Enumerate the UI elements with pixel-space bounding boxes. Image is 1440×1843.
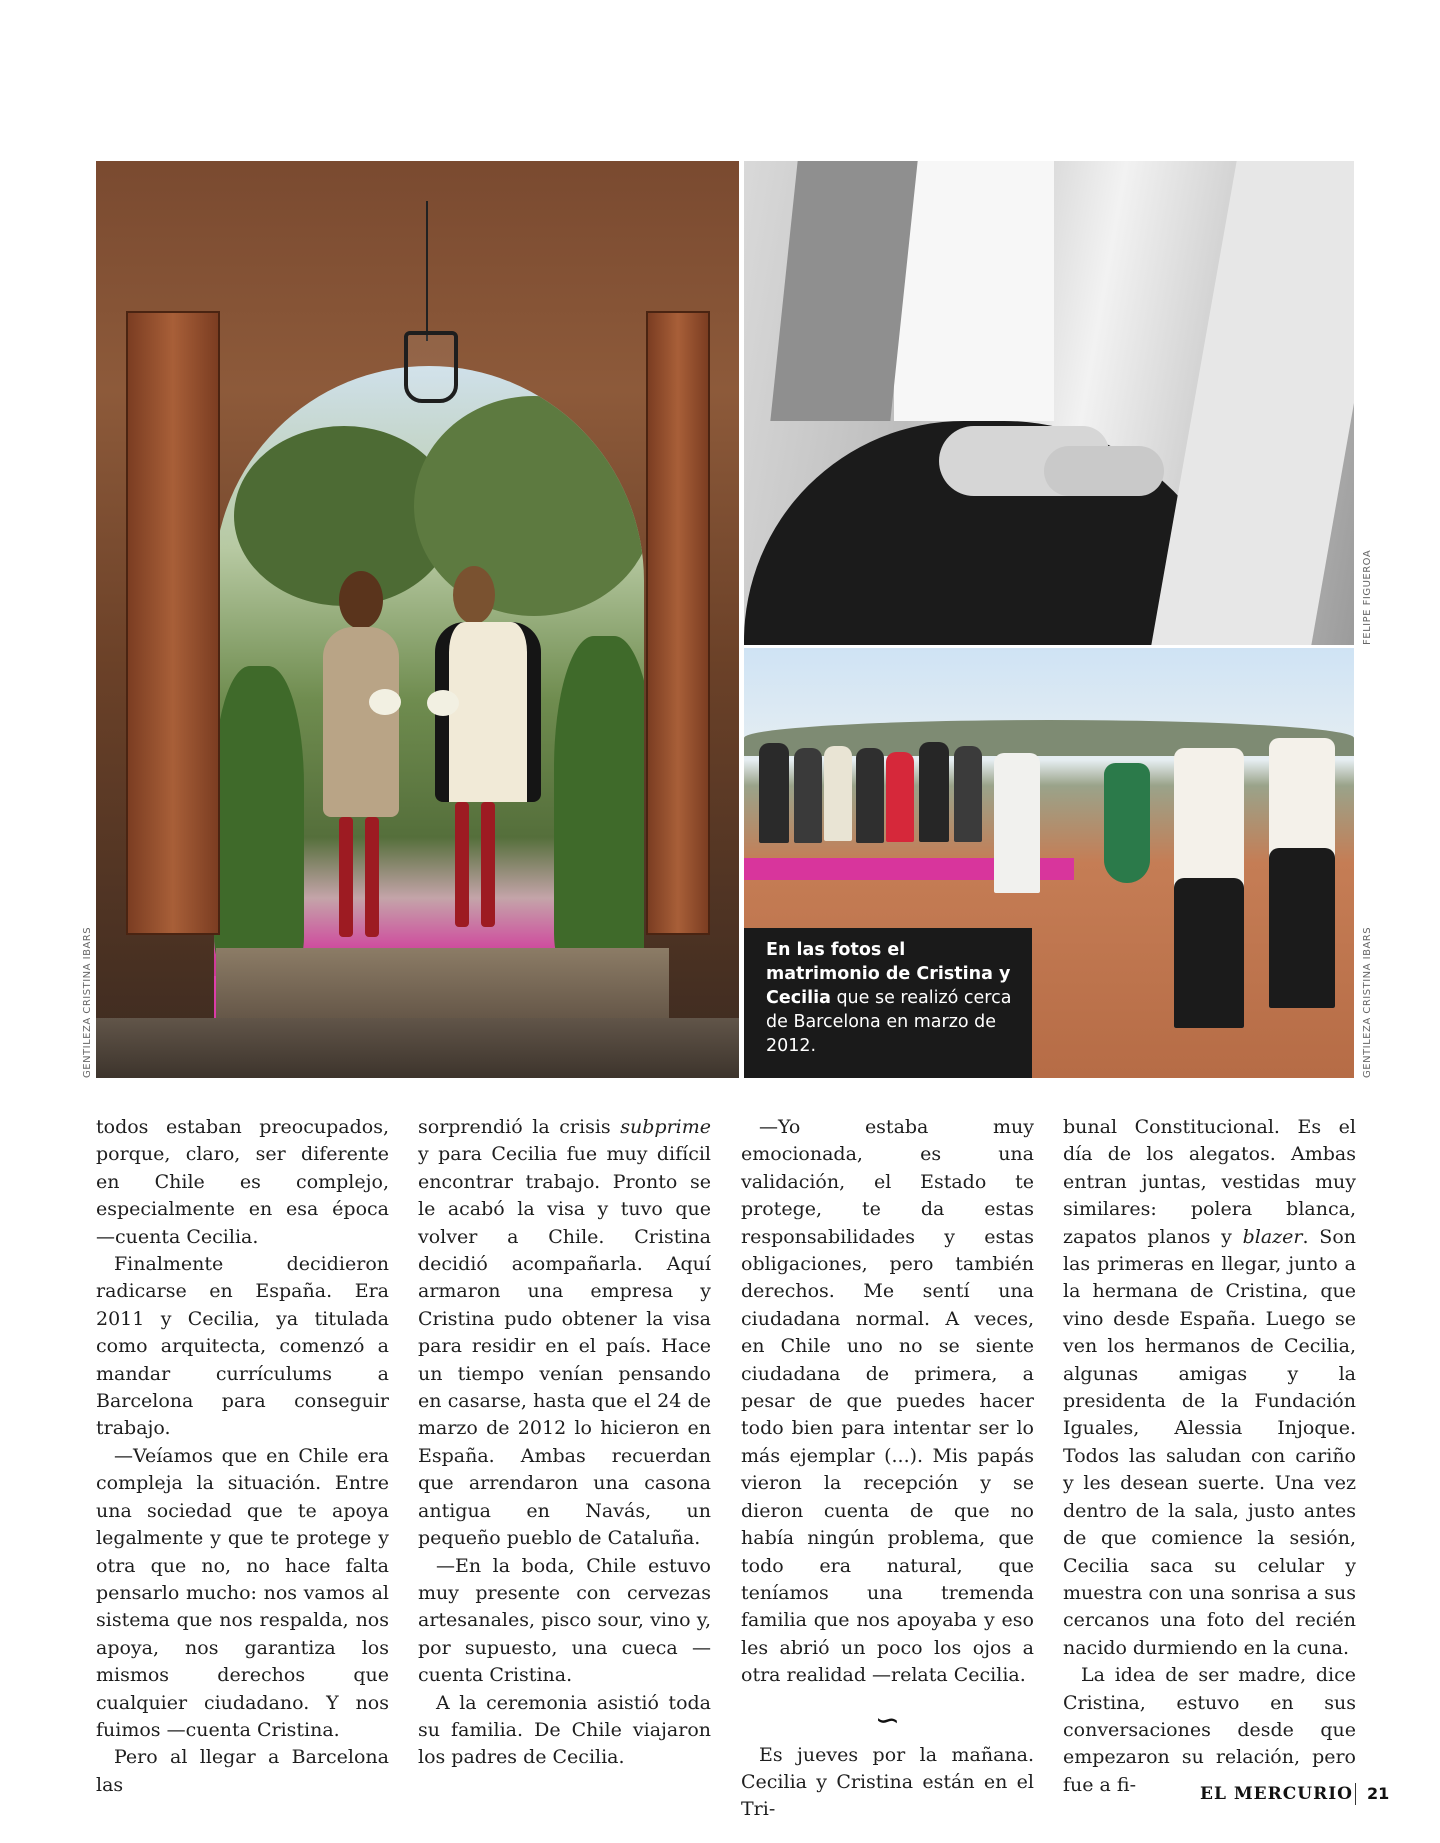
photo-credit-left: GENTILEZA CRISTINA IBARS xyxy=(82,926,93,1078)
guest xyxy=(919,742,949,842)
paragraph: Finalmente decidieron radicarse en España. Era 2011 y Cecilia, ya titulada como arquitecta, comenzó a mandar currículums a Barcelona para conseguir trabajo. xyxy=(96,1253,389,1440)
lantern-chain xyxy=(426,201,428,341)
paragraph: Es jueves por la mañana. Cecilia y Cristina están en el Tri- xyxy=(741,1743,1034,1821)
hand xyxy=(1044,446,1164,496)
caption-bold: En las fotos el matrimonio de Cristina y Cecilia xyxy=(766,940,1011,1008)
bride-leg xyxy=(339,817,353,937)
paragraph: —En la boda, Chile estuvo muy presente con cervezas artesanales, pisco sour, vino y, por supuesto, una cueca —cuenta Cristina. xyxy=(418,1554,711,1687)
wedding-arch-photo xyxy=(96,161,739,1078)
emphasis: blazer xyxy=(1242,1225,1303,1248)
paragraph xyxy=(1063,1114,1356,1662)
hedge xyxy=(214,666,304,966)
bride-head xyxy=(453,566,495,624)
paragraph: todos estaban preocupados, porque, claro, ser diferente en Chile es complejo, especialmente en esa época —cuenta Cecilia. xyxy=(96,1116,389,1248)
hands-photo xyxy=(744,161,1354,645)
paragraph: Pero al llegar a Barcelona las xyxy=(96,1746,389,1796)
section-ornament-icon: ∽ xyxy=(874,1702,901,1738)
white-shirt xyxy=(894,161,1054,421)
musician-trousers xyxy=(1269,848,1335,1008)
article-column-4 xyxy=(1063,1114,1356,1799)
bouquet xyxy=(427,690,459,716)
photo-credit-dance: GENTILEZA CRISTINA IBARS xyxy=(1362,926,1373,1078)
bride-leg xyxy=(365,817,379,937)
paragraph: A la ceremonia asistió toda su familia. De Chile viajaron los padres de Cecilia. xyxy=(418,1691,711,1769)
guest xyxy=(759,743,789,843)
white-blazer xyxy=(1151,161,1354,645)
guest xyxy=(954,746,982,842)
bride-dress xyxy=(323,627,399,817)
hedge xyxy=(554,636,644,966)
paragraph xyxy=(418,1114,711,1553)
bride-leg xyxy=(455,802,469,927)
photo-credit-hands: FELIPE FIGUEROA xyxy=(1362,549,1373,645)
guest xyxy=(824,746,852,841)
text-run: . Son las primeras en llegar, junto a la hermana de Cristina, que vino desde España. Luego se ven los hermanos de Cecilia, algunas amigas y la presidenta de la Fundación Iguales, Alessia Injoque. Todos las saludan con cariño y les desean suerte. Una vez dentro de la sala, justo antes de que comience la sesión, Cecilia saca su celular y muestra con una sonrisa a sus cercanos una foto del recién nacido durmiendo en la cuna. xyxy=(1063,1225,1356,1659)
left-door xyxy=(126,311,220,935)
huaso-dancer xyxy=(994,753,1040,893)
text-run: y para Cecilia fue muy difícil encontrar trabajo. Pronto se le acabó la visa y tuvo que volver a Chile. Cristina decidió acompañarla. Aquí armaron una empresa y Cristina pudo obtener la visa para residir en el país. Hace un tiempo venían pensando en casarse, hasta que el 24 de marzo de 2012 lo hicieron en España. Ambas recuerdan que arrendaron una casona antigua en Navás, un pequeño pueblo de Cataluña. xyxy=(418,1143,711,1550)
ground xyxy=(96,1018,739,1078)
article-column-3 xyxy=(741,1114,1034,1824)
paragraph: —Yo estaba muy emocionada, es una validación, el Estado te protege, te da estas responsabilidades y estas obligaciones, pero también derechos. Me sentí una ciudadana normal. A veces, en Chile uno no se siente ciudadana de primera, a pesar de que puedes hacer todo bien para intentar ser lo más ejemplar (...). Mis papás vieron la recepción y se dieron cuenta de que no había ningún problema, que todo era natural, que teníamos una tremenda familia que nos apoyaba y eso les abrió un poco los ojos a otra realidad —relata Cecilia. xyxy=(741,1116,1034,1687)
china-dancer xyxy=(1104,763,1150,883)
emphasis: subprime xyxy=(620,1116,711,1138)
article-column-1 xyxy=(96,1114,389,1799)
photo-caption xyxy=(744,928,1032,1078)
guest xyxy=(856,748,884,843)
article-column-2 xyxy=(418,1114,711,1772)
lantern-icon xyxy=(404,331,458,403)
page-number: 21 xyxy=(1367,1784,1390,1803)
guest xyxy=(886,752,914,842)
guest xyxy=(794,748,822,843)
musician-trousers xyxy=(1174,878,1244,1028)
bride-right xyxy=(421,566,531,966)
paragraph: La idea de ser madre, dice Cristina, estuvo en sus conversaciones desde que empezaron su relación, pero fue a fi- xyxy=(1063,1664,1356,1796)
publication-name: EL MERCURIO xyxy=(1200,1784,1353,1804)
caption-text: que se realizó cerca de Barcelona en marzo de 2012. xyxy=(766,988,1012,1056)
bride-left xyxy=(311,571,411,971)
right-door xyxy=(646,311,710,935)
text-run: sorprendió la crisis xyxy=(418,1116,621,1138)
bride-leg xyxy=(481,802,495,927)
bride-head xyxy=(339,571,383,629)
footer-divider xyxy=(1355,1783,1356,1805)
bouquet xyxy=(369,689,401,715)
paragraph: —Veíamos que en Chile era compleja la situación. Entre una sociedad que te apoya legalmente y que te protege y otra que no, no hace falta pensarlo mucho: nos vamos al sistema que nos respalda, nos apoya, nos garantiza los mismos derechos que cualquier ciudadano. Y nos fuimos —cuenta Cristina. xyxy=(96,1444,389,1741)
text-run: bunal Constitucional. Es el día de los alegatos. Ambas entran juntas, vestidas muy similares: polera blanca, zapatos planos y xyxy=(1063,1116,1356,1248)
